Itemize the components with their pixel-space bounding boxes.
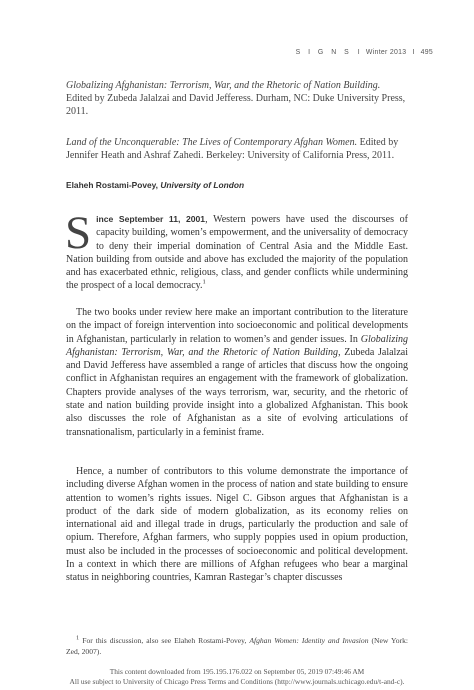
footnote — [66, 636, 408, 657]
reviewer-name: Elaheh Rostami-Povey, — [66, 180, 158, 190]
body-paragraph-1 — [65, 207, 408, 293]
footnote-book-title: Afghan Women: Identity and Invasion — [249, 636, 369, 645]
body-paragraph-2 — [66, 306, 408, 439]
paragraph-text: , Zubeda Jalalzai and David Jefferess have assembled a range of articles that discuss how the ongoing conflict in Afghanistan requires an engagement with the framework of globalization. Chapters provide analyses of the ways terrorism, war, security, and the rhetoric of state and nation building provide insight into a globalized Afghanistan. This book also discusses the role of Afghanistan as a site of evolving articulations of transnationalism, particularly in a feminist frame. — [66, 346, 408, 438]
header-separator: I — [357, 49, 360, 56]
drop-cap: S — [65, 207, 92, 259]
page-number: 495 — [420, 49, 433, 56]
body-paragraph-3 — [66, 465, 408, 585]
paragraph-text: The two books under review here make an important contribution to the literature on the impact of foreign intervention into socioeconomic and political developments in Afghanistan, particularly in relation to women’s and gender issues. In — [66, 307, 408, 345]
paragraph-text: , Western powers have used the discourses of capacity building, women’s empowerment, and the universality of democracy to deny their imperial domination of Central Asia and the Middle East. Nation building from outside and above has excluded the majority of the population and has exacerbated ethnic, religious, class, and gender conflicts while undermining the prospect of a local democracy. — [66, 214, 408, 292]
terms-notice: All use subject to University of Chicago Press Terms and Conditions (http://www.journals.uchicago.edu/t-and-c). — [69, 677, 405, 686]
paragraph-text: Hence, a number of contributors to this volume demonstrate the importance of including diverse Afghan women in the process of nation and state building to ensure attention to women’s rights issues. Nigel C. Gibson argues that Afghanistan is a product of the dark side of modern globalization, as its economy relies on international aid and illegal trade in drugs, particularly the production and sale of opium. Therefore, Afghan farmers, who supply poppies used in opium production, must also be included in the processes of socioeconomic and political development. In a context in which there are millions of Afghan refugees who bear a marginal status in neighboring countries, Kamran Rastegar’s chapter discusses — [66, 466, 408, 584]
footnote-marker: 1 — [202, 279, 206, 287]
reviewer-affiliation: University of London — [160, 180, 245, 190]
book-citation-2 — [66, 137, 408, 163]
reviewer-byline — [66, 180, 244, 190]
journal-name: S I G N S — [295, 49, 352, 56]
footnote-number: 1 — [76, 634, 80, 642]
book-title-1: Globalizing Afghanistan: Terrorism, War, and the Rhetoric of Nation Building. — [66, 80, 381, 91]
header-separator: I — [412, 49, 415, 56]
book-citation-1 — [66, 80, 408, 118]
issue-label: Winter 2013 — [365, 49, 407, 56]
book-details-1: Edited by Zubeda Jalalzai and David Jefferess. Durham, NC: Duke University Press, 2011. — [66, 92, 406, 117]
running-header — [296, 49, 433, 56]
download-notice: This content downloaded from 195.195.176.022 on September 05, 2019 07:49:46 AM — [109, 667, 365, 676]
book-details-2: Edited by Jennifer Heath and Ashraf Zahedi. Berkeley: University of California Press, 2011. — [66, 137, 399, 161]
inline-book-title: Globalizing Afghanistan: Terrorism, War, and the Rhetoric of Nation Building — [66, 333, 408, 358]
footnote-text: For this discussion, also see Elaheh Rostami-Povey, — [82, 636, 250, 645]
footnote-text: (New York: Zed, 2007). — [66, 636, 408, 656]
lead-in-text: ince September 11, 2001 — [96, 214, 206, 224]
book-title-2: Land of the Unconquerable: The Lives of Contemporary Afghan Women. — [66, 137, 358, 148]
